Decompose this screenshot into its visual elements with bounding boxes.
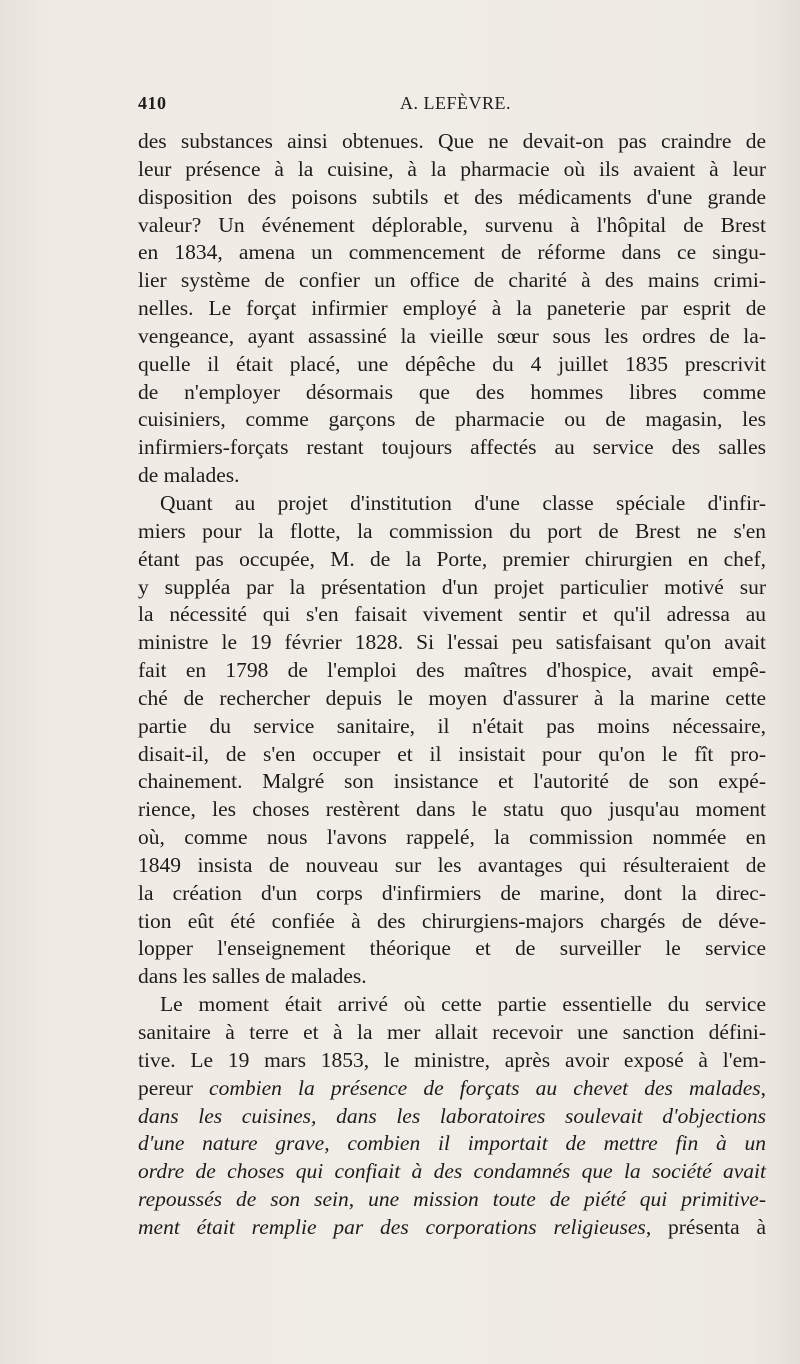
text-line: chainement. Malgré son insistance et l'autorité de son expé- xyxy=(138,769,766,794)
text-line: la création d'un corps d'infirmiers de marine, dont la direc- xyxy=(138,880,766,905)
italic-text: ment était remplie par des corporations religieuses xyxy=(138,1214,646,1239)
italic-text: repoussés de son sein, une mission toute de piété qui primitive- xyxy=(138,1187,766,1212)
text-line: Quant au projet d'institution d'une classe spéciale d'infir- xyxy=(160,490,766,515)
text-line: de malades. xyxy=(138,463,240,488)
text-line: rience, les choses restèrent dans le statu quo jusqu'au moment xyxy=(138,797,766,822)
text-line: quelle il était placé, une dépêche du 4 juillet 1835 prescrivit xyxy=(138,351,766,376)
text-line: de n'employer désormais que des hommes libres comme xyxy=(138,379,766,404)
roman-text: , xyxy=(760,1075,767,1100)
text-line xyxy=(138,1158,766,1186)
text-line: miers pour la flotte, la commission du port de Brest ne s'en xyxy=(138,518,766,543)
body-text xyxy=(138,128,766,1242)
page-number: 410 xyxy=(138,93,167,113)
paragraph-3 xyxy=(138,991,766,1242)
italic-text: combien la présence de forçats au chevet des malades xyxy=(209,1075,761,1100)
text-line xyxy=(138,1130,766,1158)
text-line: la nécessité qui s'en faisait vivement sentir et qu'il adressa au xyxy=(138,602,766,627)
text-line: leur présence à la cuisine, à la pharmacie où ils avaient à leur xyxy=(138,156,766,181)
italic-text: ordre de choses qui confiait à des condamnés que la société avait xyxy=(138,1159,766,1184)
text-line: ché de rechercher depuis le moyen d'assurer à la marine cette xyxy=(138,685,766,710)
running-title: A. LEFÈVRE. xyxy=(400,93,511,113)
text-line xyxy=(138,1186,766,1214)
text-line: infirmiers-forçats restant toujours affectés au service des salles xyxy=(138,435,766,460)
text-line: lopper l'enseignement théorique et de surveiller le service xyxy=(138,936,766,961)
text-line: nelles. Le forçat infirmier employé à la paneterie par esprit de xyxy=(138,296,766,321)
text-line xyxy=(138,1103,766,1131)
text-line: fait en 1798 de l'emploi des maîtres d'hospice, avait empê- xyxy=(138,658,766,683)
text-line: sanitaire à terre et à la mer allait recevoir une sanction défini- xyxy=(138,1020,766,1044)
text-line: étant pas occupée, M. de la Porte, premier chirurgien en chef, xyxy=(138,546,766,571)
roman-text: , présenta à xyxy=(645,1214,767,1239)
text-line: valeur? Un événement déplorable, survenu à l'hôpital de Brest xyxy=(138,212,766,237)
text-line: tion eût été confiée à des chirurgiens-majors chargés de déve- xyxy=(138,908,766,933)
roman-text: pereur xyxy=(138,1075,210,1100)
text-line: dans les salles de malades. xyxy=(138,964,367,989)
text-line: vengeance, ayant assassiné la vieille sœur sous les ordres de la- xyxy=(138,323,766,348)
text-line xyxy=(138,1214,766,1242)
text-line: des substances ainsi obtenues. Que ne devait-on pas craindre de xyxy=(138,129,766,153)
italic-text: d'une nature grave, combien il importait de mettre fin à un xyxy=(138,1131,766,1156)
text-line: cuisiniers, comme garçons de pharmacie ou de magasin, les xyxy=(138,407,766,432)
text-line: disait-il, de s'en occuper et il insistait pour qu'on le fît pro- xyxy=(138,741,766,766)
text-line: tive. Le 19 mars 1853, le ministre, après avoir exposé à l'em- xyxy=(138,1047,766,1072)
text-line: où, comme nous l'avons rappelé, la commission nommée en xyxy=(138,825,766,850)
text-line: Le moment était arrivé où cette partie essentielle du service xyxy=(160,992,766,1017)
text-line: en 1834, amena un commencement de réforme dans ce singu- xyxy=(138,240,766,265)
page-header xyxy=(138,93,766,119)
text-line: lier système de confier un office de charité à des mains crimi- xyxy=(138,268,766,293)
italic-text: dans les cuisines, dans les laboratoires soulevait d'objections xyxy=(138,1103,766,1128)
text-line xyxy=(138,1075,766,1103)
text-line: ministre le 19 février 1828. Si l'essai peu satisfaisant qu'on avait xyxy=(138,630,766,655)
paragraph-2 xyxy=(138,490,766,991)
text-line: disposition des poisons subtils et des médicaments d'une grande xyxy=(138,184,766,209)
paragraph-1 xyxy=(138,128,766,490)
text-line: y suppléa par la présentation d'un projet particulier motivé sur xyxy=(138,574,766,599)
text-line: 1849 insista de nouveau sur les avantages qui résulteraient de xyxy=(138,852,766,877)
text-line: partie du service sanitaire, il n'était pas moins nécessaire, xyxy=(138,713,766,738)
